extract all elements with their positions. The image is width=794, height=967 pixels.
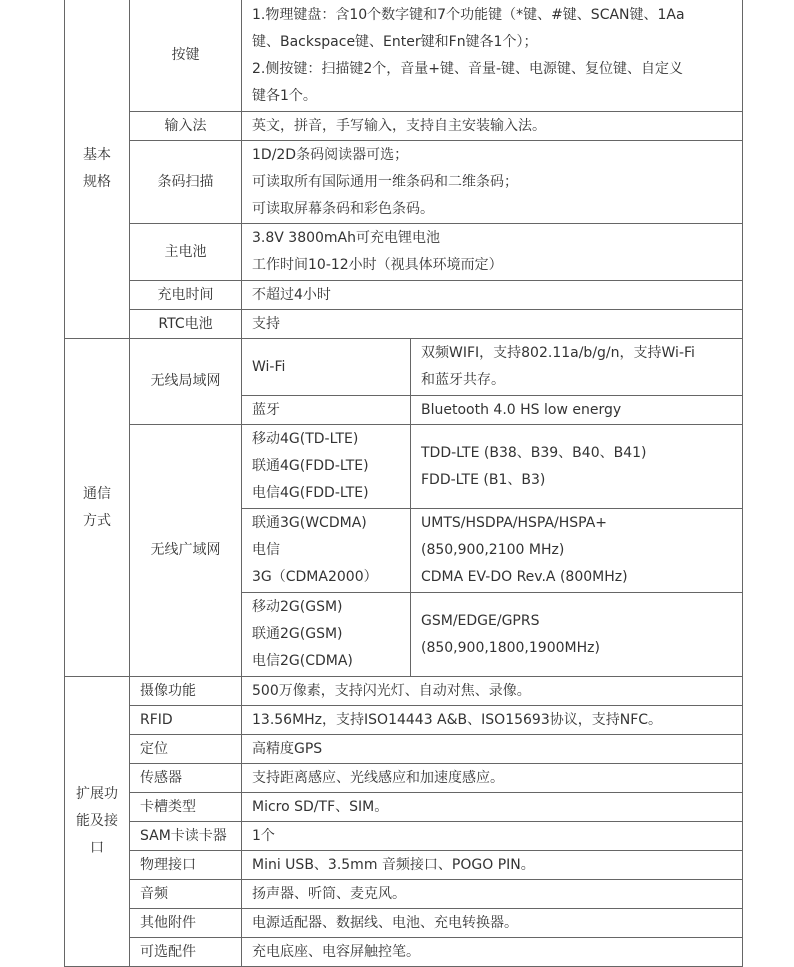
row-label-battery: 主电池: [130, 224, 242, 281]
table-row: [65, 677, 743, 706]
table-row: [65, 706, 743, 735]
row-label-barcode: 条码扫描: [130, 141, 242, 224]
row-value-camera: 500万像素，支持闪光灯、自动对焦、录像。: [242, 677, 743, 706]
row-value-rtc: 支持: [242, 310, 743, 339]
table-row: [65, 822, 743, 851]
g4-value: TDD-LTE (B38、B39、B40、B41) FDD-LTE (B1、B3): [411, 425, 743, 509]
row-value-sensor: 支持距离感应、光线感应和加速度感应。: [242, 764, 743, 793]
row-value-charge: 不超过4小时: [242, 281, 743, 310]
g3-label: 联通3G(WCDMA) 电信 3G（CDMA2000）: [242, 509, 411, 593]
row-label-rtc: RTC电池: [130, 310, 242, 339]
bt-value: Bluetooth 4.0 HS low energy: [411, 396, 743, 425]
row-value-keys: 1.物理键盘：含10个数字键和7个功能键（*键、#键、SCAN键、1Aa 键、Backspace键、Enter键和Fn键各1个）； 2.侧按键：扫描键2个，音量+键、音量-键、电源键、复位键、自定义 键各1个。: [242, 0, 743, 112]
category-ext: 扩展功 能及接 口: [65, 677, 130, 967]
row-label-input: 输入法: [130, 112, 242, 141]
g2-value: GSM/EDGE/GPRS (850,900,1800,1900MHz): [411, 593, 743, 677]
row-label-ports: 物理接口: [130, 851, 242, 880]
table-row: [65, 425, 743, 509]
table-row: [65, 281, 743, 310]
table-row: [65, 880, 743, 909]
table-row: [65, 793, 743, 822]
table-row: [65, 851, 743, 880]
spec-table: [64, 0, 743, 967]
g3-value: UMTS/HSDPA/HSPA/HSPA+ (850,900,2100 MHz) CDMA EV-DO Rev.A (800MHz): [411, 509, 743, 593]
row-label-rfid: RFID: [130, 706, 242, 735]
row-value-input: 英文，拼音，手写输入，支持自主安装输入法。: [242, 112, 743, 141]
row-value-opt: 充电底座、电容屏触控笔。: [242, 938, 743, 967]
wifi-label: Wi-Fi: [242, 339, 411, 396]
row-value-sam: 1个: [242, 822, 743, 851]
table-row: [65, 735, 743, 764]
table-row: [65, 141, 743, 224]
row-label-gps: 定位: [130, 735, 242, 764]
row-value-battery: 3.8V 3800mAh可充电锂电池 工作时间10-12小时（视具体环境而定）: [242, 224, 743, 281]
wifi-value: 双频WIFI，支持802.11a/b/g/n，支持Wi-Fi 和蓝牙共存。: [411, 339, 743, 396]
row-value-barcode: 1D/2D条码阅读器可选； 可读取所有国际通用一维条码和二维条码； 可读取屏幕条码和彩色条码。: [242, 141, 743, 224]
table-row: [65, 224, 743, 281]
row-label-sensor: 传感器: [130, 764, 242, 793]
table-row: [65, 310, 743, 339]
row-value-ports: Mini USB、3.5mm 音频接口、POGO PIN。: [242, 851, 743, 880]
category-comm: 通信 方式: [65, 339, 130, 677]
row-value-slot: Micro SD/TF、SIM。: [242, 793, 743, 822]
row-label-sam: SAM卡读卡器: [130, 822, 242, 851]
row-label-acc: 其他附件: [130, 909, 242, 938]
table-row: [65, 909, 743, 938]
table-row: [65, 339, 743, 396]
row-label-opt: 可选配件: [130, 938, 242, 967]
table-row: [65, 764, 743, 793]
row-label-wwan: 无线广域网: [130, 425, 242, 677]
row-value-rfid: 13.56MHz，支持ISO14443 A&B、ISO15693协议，支持NFC。: [242, 706, 743, 735]
table-row: [65, 938, 743, 967]
bt-label: 蓝牙: [242, 396, 411, 425]
row-label-keys: 按键: [130, 0, 242, 112]
row-value-audio: 扬声器、听筒、麦克风。: [242, 880, 743, 909]
table-row: [65, 112, 743, 141]
row-label-wlan: 无线局域网: [130, 339, 242, 425]
row-value-acc: 电源适配器、数据线、电池、充电转换器。: [242, 909, 743, 938]
table-row: [65, 0, 743, 112]
g4-label: 移动4G(TD-LTE) 联通4G(FDD-LTE) 电信4G(FDD-LTE): [242, 425, 411, 509]
row-label-slot: 卡槽类型: [130, 793, 242, 822]
row-label-charge: 充电时间: [130, 281, 242, 310]
row-label-camera: 摄像功能: [130, 677, 242, 706]
g2-label: 移动2G(GSM) 联通2G(GSM) 电信2G(CDMA): [242, 593, 411, 677]
row-value-gps: 高精度GPS: [242, 735, 743, 764]
row-label-audio: 音频: [130, 880, 242, 909]
category-basic: 基本 规格: [65, 0, 130, 339]
